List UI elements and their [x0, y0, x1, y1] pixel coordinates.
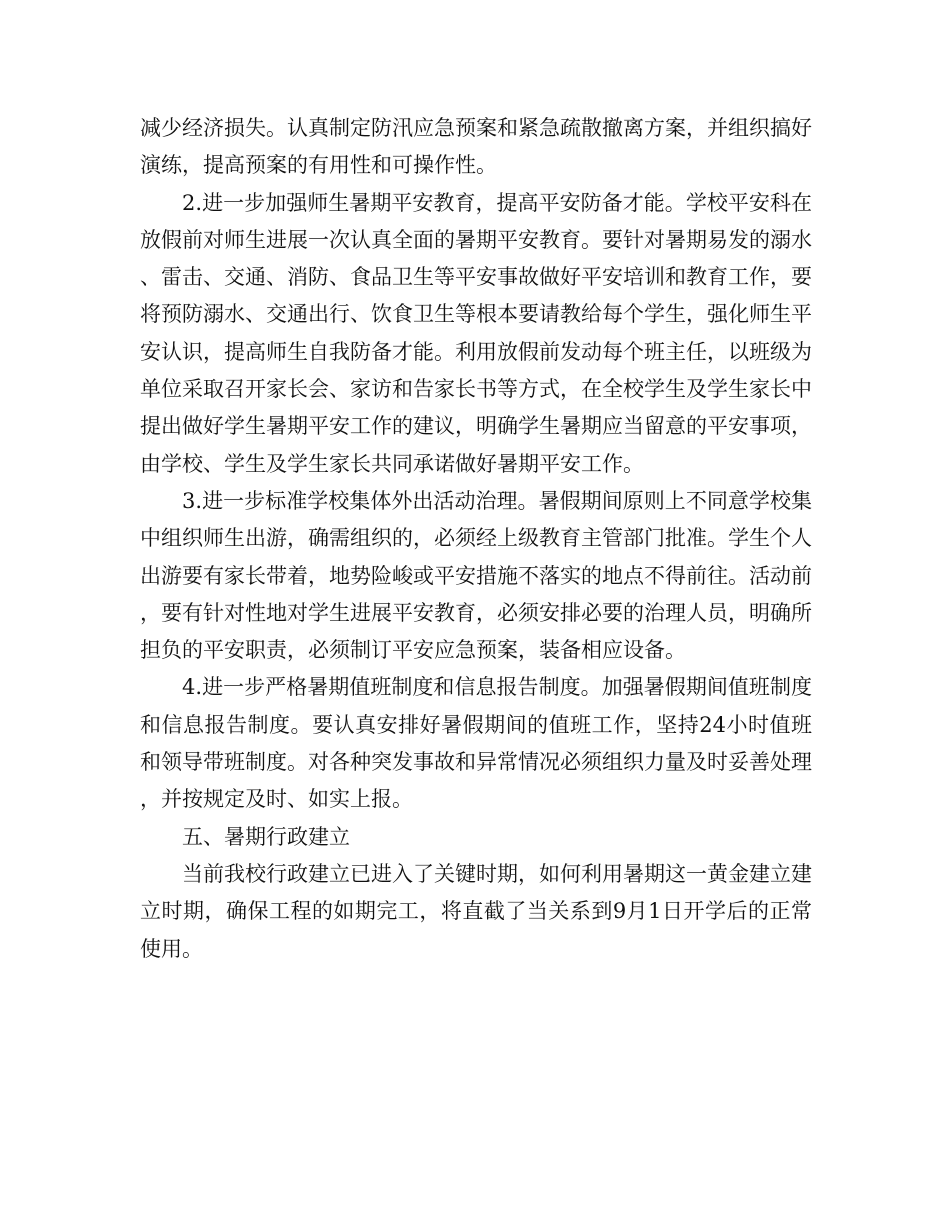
- paragraph-duty-system: 4.进一步严格暑期值班制度和信息报告制度。加强暑假期间值班制度和信息报告制度。要认真安排好暑假期间的值班工作，坚持24小时值班和领导带班制度。对各种突发事故和异常情况必须组织力量及时妥善处理，并按规定及时、如实上报。: [140, 675, 812, 812]
- paragraph-administration: 当前我校行政建立已进入了关键时期，如何利用暑期这一黄金建立建立时期，确保工程的如期完工，将直截了当关系到9月1日开学后的正常使用。: [140, 861, 812, 961]
- paragraph-group-activities: 3.进一步标准学校集体外出活动治理。暑假期间原则上不同意学校集中组织师生出游，确需组织的，必须经上级教育主管部门批准。学生个人出游要有家长带着，地势险峻或平安措施不落实的地点不得前往。活动前，要有针对性地对学生进展平安教育，必须安排必要的治理人员，明确所担负的平安职责，必须制订平安应急预案，装备相应设备。: [140, 488, 812, 663]
- paragraph-safety-education: 2.进一步加强师生暑期平安教育，提高平安防备才能。学校平安科在放假前对师生进展一次认真全面的暑期平安教育。要针对暑期易发的溺水、雷击、交通、消防、食品卫生等平安事故做好平安培训和教育工作，要将预防溺水、交通出行、饮食卫生等根本要请教给每个学生，强化师生平安认识，提高师生自我防备才能。利用放假前发动每个班主任，以班级为单位采取召开家长会、家访和告家长书等方式，在全校学生及学生家长中提出做好学生暑期平安工作的建议，明确学生暑期应当留意的平安事项，由学校、学生及学生家长共同承诺做好暑期平安工作。: [140, 190, 812, 476]
- paragraph-flood-plan: 减少经济损失。认真制定防汛应急预案和紧急疏散撤离方案，并组织搞好演练，提高预案的有用性和可操作性。: [140, 116, 812, 178]
- document-body: [140, 110, 812, 968]
- section-heading-administration: 五、暑期行政建立: [182, 824, 350, 849]
